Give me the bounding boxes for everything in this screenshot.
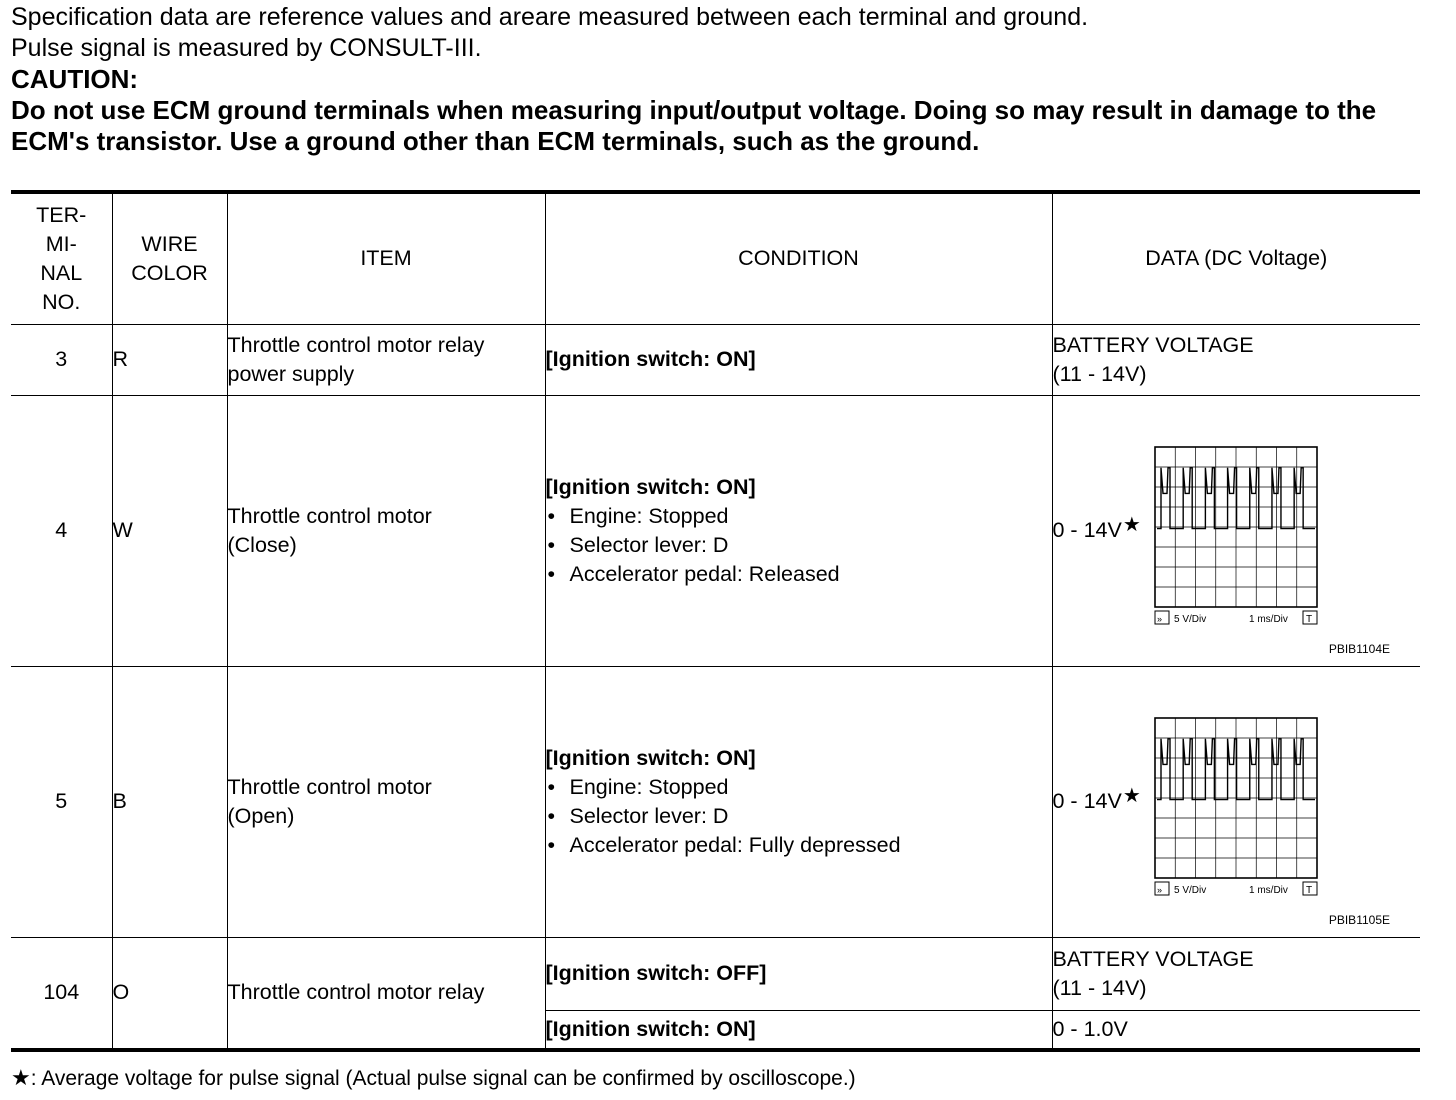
data-value: 0 - 14V	[1052, 788, 1122, 813]
wire-cell: R	[112, 324, 227, 395]
condition-list	[546, 502, 1052, 589]
star-icon: ★	[1122, 513, 1141, 536]
item-cell: Throttle control motor (Open)	[227, 666, 545, 937]
terminal-spec-table	[11, 190, 1420, 1052]
table-row	[11, 395, 1420, 666]
time-div-label: 1 ms/Div	[1248, 613, 1288, 625]
data-value: 0 - 14V	[1052, 517, 1122, 542]
footnote-text: : Average voltage for pulse signal (Actual pulse signal can be confirmed by oscilloscope.)	[30, 1067, 856, 1090]
header-row	[11, 192, 1420, 324]
intro-block	[11, 2, 1431, 157]
volt-div-label: 5 V/Div	[1173, 613, 1206, 625]
volt-div-label: 5 V/Div	[1173, 884, 1206, 896]
list-item: • Accelerator pedal: Fully depressed	[546, 831, 1052, 860]
terminal-cell: 104	[11, 937, 112, 1050]
data-cell: 0 - 1.0V	[1052, 1010, 1420, 1050]
condition-list	[546, 773, 1052, 860]
header-wire-color: WIRE COLOR	[112, 192, 227, 324]
footnote	[11, 1064, 856, 1093]
pulse-note: Pulse signal is measured by CONSULT-III.	[11, 34, 482, 62]
trigger-mode-label: T	[1305, 613, 1312, 625]
condition-cell: [Ignition switch: ON] • Engine: Stopped • Selector lever: D • Accelerator pedal: Released	[545, 395, 1052, 666]
oscilloscope-waveform	[1154, 717, 1318, 897]
star-icon: ★	[11, 1065, 31, 1090]
terminal-cell: 5	[11, 666, 112, 937]
waveform-graphic	[1154, 717, 1318, 897]
item-cell: Throttle control motor relay	[227, 937, 545, 1050]
header-item: ITEM	[227, 192, 545, 324]
list-item: • Selector lever: D	[546, 531, 1052, 560]
header-condition: CONDITION	[545, 192, 1052, 324]
table-row	[11, 666, 1420, 937]
wire-cell: W	[112, 395, 227, 666]
list-item: • Engine: Stopped	[546, 502, 1052, 531]
figure-code: PBIB1105E	[1328, 912, 1390, 927]
figure-code: PBIB1104E	[1328, 641, 1390, 656]
wire-cell: B	[112, 666, 227, 937]
item-cell: Throttle control motor (Close)	[227, 395, 545, 666]
wire-cell: O	[112, 937, 227, 1050]
header-data: DATA (DC Voltage)	[1052, 192, 1420, 324]
oscilloscope-waveform	[1154, 446, 1318, 626]
data-cell	[1052, 666, 1420, 937]
item-cell: Throttle control motor relay power supply	[227, 324, 545, 395]
list-item: • Engine: Stopped	[546, 773, 1052, 802]
table-row	[11, 324, 1420, 395]
header-terminal: TER-MI-NAL NO.	[11, 192, 112, 324]
terminal-cell: 4	[11, 395, 112, 666]
spec-note: Specification data are reference values and areare measured between each terminal and ground.	[11, 3, 1089, 31]
table-row	[11, 937, 1420, 1010]
condition-cell: [Ignition switch: OFF]	[545, 937, 1052, 1010]
waveform-graphic	[1154, 446, 1318, 626]
list-item: • Selector lever: D	[546, 802, 1052, 831]
list-item: • Accelerator pedal: Released	[546, 560, 1052, 589]
data-cell: BATTERY VOLTAGE (11 - 14V)	[1052, 324, 1420, 395]
data-cell: BATTERY VOLTAGE (11 - 14V)	[1052, 937, 1420, 1010]
condition-cell: [Ignition switch: ON] • Engine: Stopped • Selector lever: D • Accelerator pedal: Fully depressed	[545, 666, 1052, 937]
scope-arrow-label: »	[1156, 613, 1162, 624]
condition-cell: [Ignition switch: ON]	[545, 324, 1052, 395]
time-div-label: 1 ms/Div	[1248, 884, 1288, 896]
terminal-cell: 3	[11, 324, 112, 395]
condition-cell: [Ignition switch: ON]	[545, 1010, 1052, 1050]
caution-label: CAUTION:	[11, 64, 139, 94]
trigger-mode-label: T	[1305, 884, 1312, 896]
caution-text: Do not use ECM ground terminals when measuring input/output voltage. Doing so may result in damage to the ECM's transistor. Use a ground other than ECM terminals, such as the ground.	[11, 95, 1377, 156]
scope-arrow-label: »	[1156, 884, 1162, 895]
star-icon: ★	[1122, 784, 1141, 807]
data-cell	[1052, 395, 1420, 666]
